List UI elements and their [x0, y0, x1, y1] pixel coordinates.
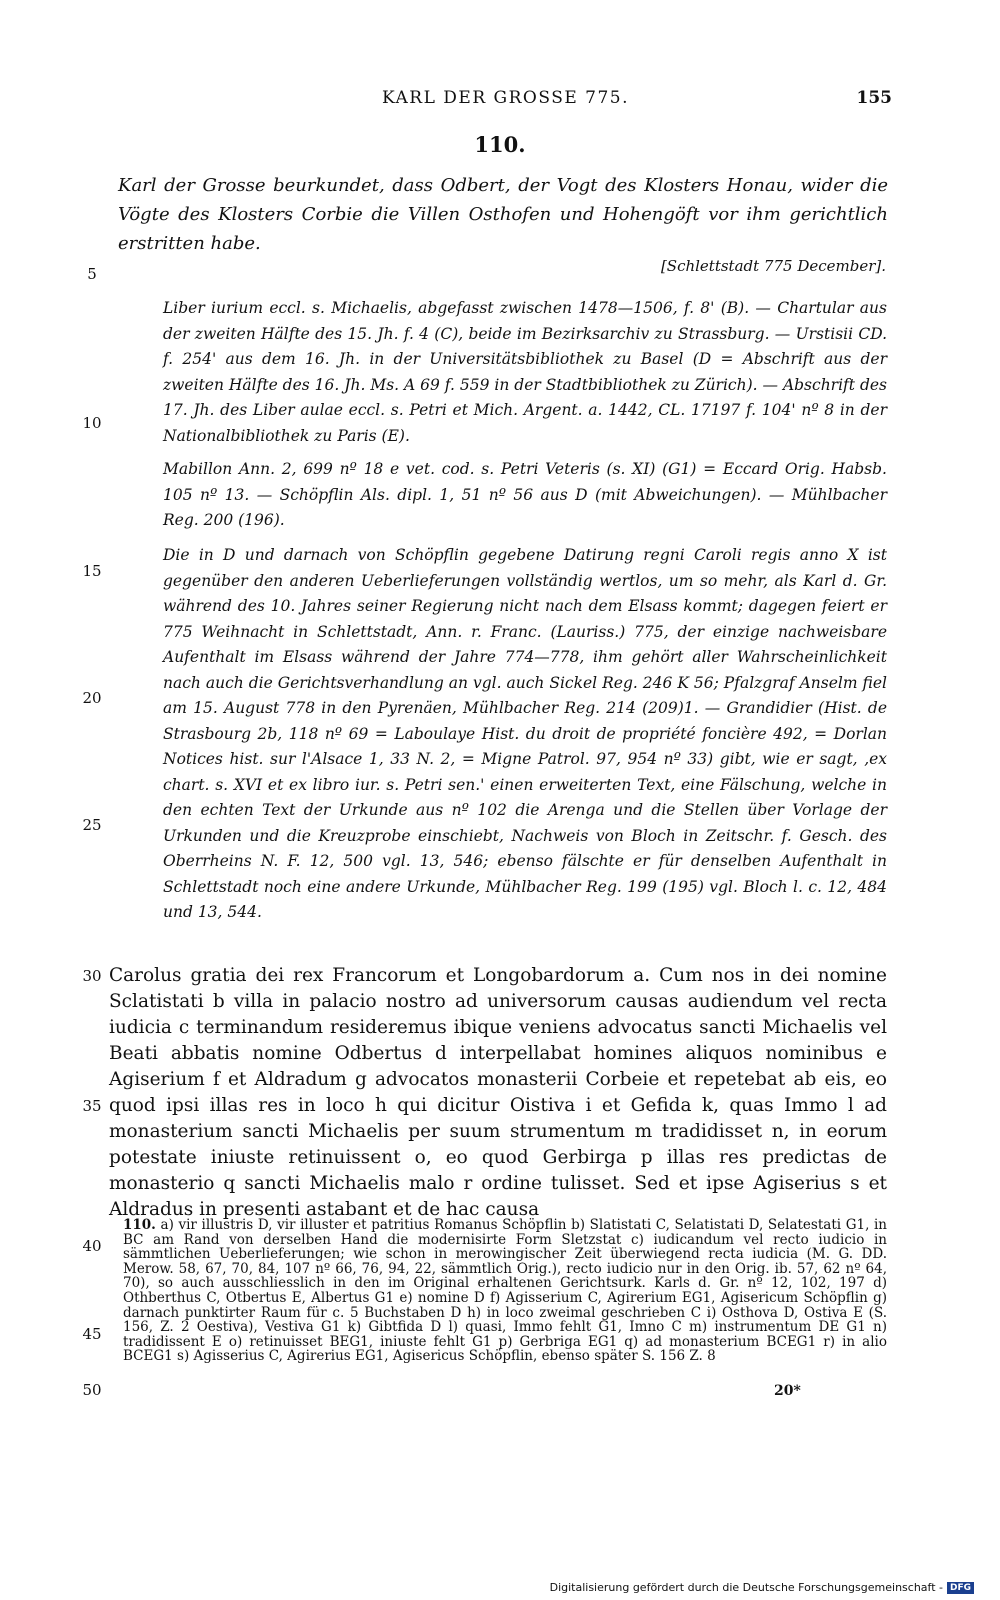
line-number: 50: [82, 1381, 102, 1399]
line-number: 35: [82, 1097, 102, 1115]
signature-mark: 20*: [774, 1383, 801, 1399]
footnotes-number: 110.: [123, 1217, 156, 1233]
line-number: 20: [82, 689, 102, 707]
dateline: [Schlettstadt 775 December].: [660, 257, 886, 275]
charter-text: Carolus gratia dei rex Francorum et Longobardorum a. Cum nos in dei nomine Sclatistati b villa in palacio nostro ad universorum causas audiendum vel recta iudicia c terminandum resideremus ibique veniens advocatus sancti Michaelis vel Beati abbatis nomine Odbertus d interpellabat homines aliquos nominibus e Agiserium f et Aldradum g advocatos monasterii Corbeie et repetebat ab eis, eo quod ipsi illas res in loco h qui dicitur Oistiva i et Gefida k, quas Immo l ad monasterium sancti Michaelis per suum strumentum m tradidisset n, in eorum potestate iniuste retinuissent o, eo quod Gerbirga p illas res predictas de monasterio q sancti Michaelis malo r ordine tulisset. Sed et ipse Agiserius s et Aldradus in presenti astabant et de hac causa: [109, 965, 887, 1220]
running-title: KARL DER GROSSE 775.: [382, 88, 629, 108]
dfg-logo: DFG: [947, 1582, 974, 1594]
commentary-paragraph: Die in D und darnach von Schöpflin gegebene Datirung regni Caroli regis anno X ist gegenüber den anderen Ueberlieferungen vollständig wertlos, um so mehr, als Karl d. Gr. während des 10. Jahres seiner Regierung nicht nach dem Elsass kommt; dagegen feiert er 775 Weihnacht in Schlettstadt, Ann. r. Franc. (Lauriss.) 775, der einzige nachweisbare Aufenthalt im Elsass während der Jahre 774—778, ihm gehört aller Wahrscheinlichkeit nach auch die Gerichtsverhandlung an vgl. auch Sickel Reg. 246 K 56; Pfalzgraf Anselm fiel am 15. August 778 in den Pyrenäen, Mühlbacher Reg. 214 (209)1. — Grandidier (Hist. de Strasbourg 2b, 118 nº 69 = Laboulaye Hist. du droit de propriété foncière 492, = Dorlan Notices hist. sur l'Alsace 1, 33 N. 2, = Migne Patrol. 97, 954 nº 33) gibt, wie er sagt, ‚ex chart. s. XVI et ex libro iur. s. Petri sen.' einen erweiterten Text, eine Fälschung, welche in den echten Text der Urkunde aus nº 102 die Arenga und die Stellen über Vorlage der Urkunden und die Kreuzprobe einschiebt, Nachweis von Bloch in Zeitschr. f. Gesch. des Oberrheins N. F. 12, 500 vgl. 13, 546; ebenso fälschte er für denselben Aufenthalt in Schlettstadt noch eine andere Urkunde, Mühlbacher Reg. 199 (195) vgl. Bloch l. c. 12, 484 und 13, 544.: [163, 546, 887, 921]
line-number: 15: [82, 562, 102, 580]
document-number: 110.: [474, 132, 526, 157]
footer-credit: [550, 1581, 974, 1594]
line-number: 25: [82, 816, 102, 834]
footer-text: Digitalisierung gefördert durch die Deutsche Forschungsgemeinschaft -: [549, 1581, 943, 1594]
regest-summary: Karl der Grosse beurkundet, dass Odbert, der Vogt des Klosters Honau, wider die Vögte des Klosters Corbie die Villen Osthofen und Hohengöft vor ihm gerichtlich erstritten habe.: [118, 175, 888, 254]
editions-paragraph: Mabillon Ann. 2, 699 nº 18 e vet. cod. s. Petri Veteris (s. XI) (G1) = Eccard Orig. Habsb. 105 nº 13. — Schöpflin Als. dipl. 1, 51 nº 56 aus D (mit Abweichungen). — Mühlbacher Reg. 200 (196).: [163, 460, 887, 529]
footnotes: [123, 1218, 887, 1364]
line-number: 40: [82, 1237, 102, 1255]
line-number: 30: [82, 967, 102, 985]
line-number: 5: [87, 265, 97, 283]
page-number: 155: [856, 88, 892, 108]
tradition-paragraph: Liber iurium eccl. s. Michaelis, abgefasst zwischen 1478—1506, f. 8' (B). — Chartular aus der zweiten Hälfte des 15. Jh. f. 4 (C), beide im Bezirksarchiv zu Strassburg. — Urstisii CD. f. 254' aus dem 16. Jh. in der Universitätsbibliothek zu Basel (D = Abschrift aus der zweiten Hälfte des 16. Jh. Ms. A 69 f. 559 in der Stadtbibliothek zu Zürich). — Abschrift des 17. Jh. des Liber aulae eccl. s. Petri et Mich. Argent. a. 1442, CL. 17197 f. 104' nº 8 in der Nationalbibliothek zu Paris (E).: [163, 299, 887, 445]
line-number: 45: [82, 1325, 102, 1343]
footnotes-text: a) vir illustris D, vir illuster et patritius Romanus Schöpflin b) Slatistati C, Selatistati D, Selatestati G1, in BC am Rand von derselben Hand die modernisirte Form Sletzstat c) iudicandum vel recto iudicio in sämmtlichen Ueberlieferungen; wie schon in merowingischer Zeit überwiegend recta iudicia (M. G. DD. Merow. 58, 67, 70, 84, 107 nº 66, 76, 94, 22, sämmtlich Orig.), recto iudicio nur in den Orig. ib. 57, 62 nº 64, 70), so auch ausschliesslich in den im Original erhaltenen Gerichtsurk. Karls d. Gr. nº 12, 102, 197 d) Othberthus C, Otbertus E, Albertus G1 e) nomine D f) Agisserium C, Agirerium EG1, Agisericum Schöpflin g) darnach punktirter Raum für c. 5 Buchstaben D h) in loco zweimal geschrieben C i) Osthova D, Ostiva E (S. 156, Z. 2 Oestiva), Vestiva G1 k) Gibtfida D l) quasi, Immo fehlt G1, Imno C m) instrumentum DE G1 n) tradidissent E o) retinuisset BEG1, iniuste fehlt G1 p) Gerbriga EG1 q) ad monasterium BCEG1 r) in alio BCEG1 s) Agisserius C, Agirerius EG1, Agisericus Schöpflin, ebenso später S. 156 Z. 8: [123, 1217, 887, 1365]
line-number: 10: [82, 414, 102, 432]
